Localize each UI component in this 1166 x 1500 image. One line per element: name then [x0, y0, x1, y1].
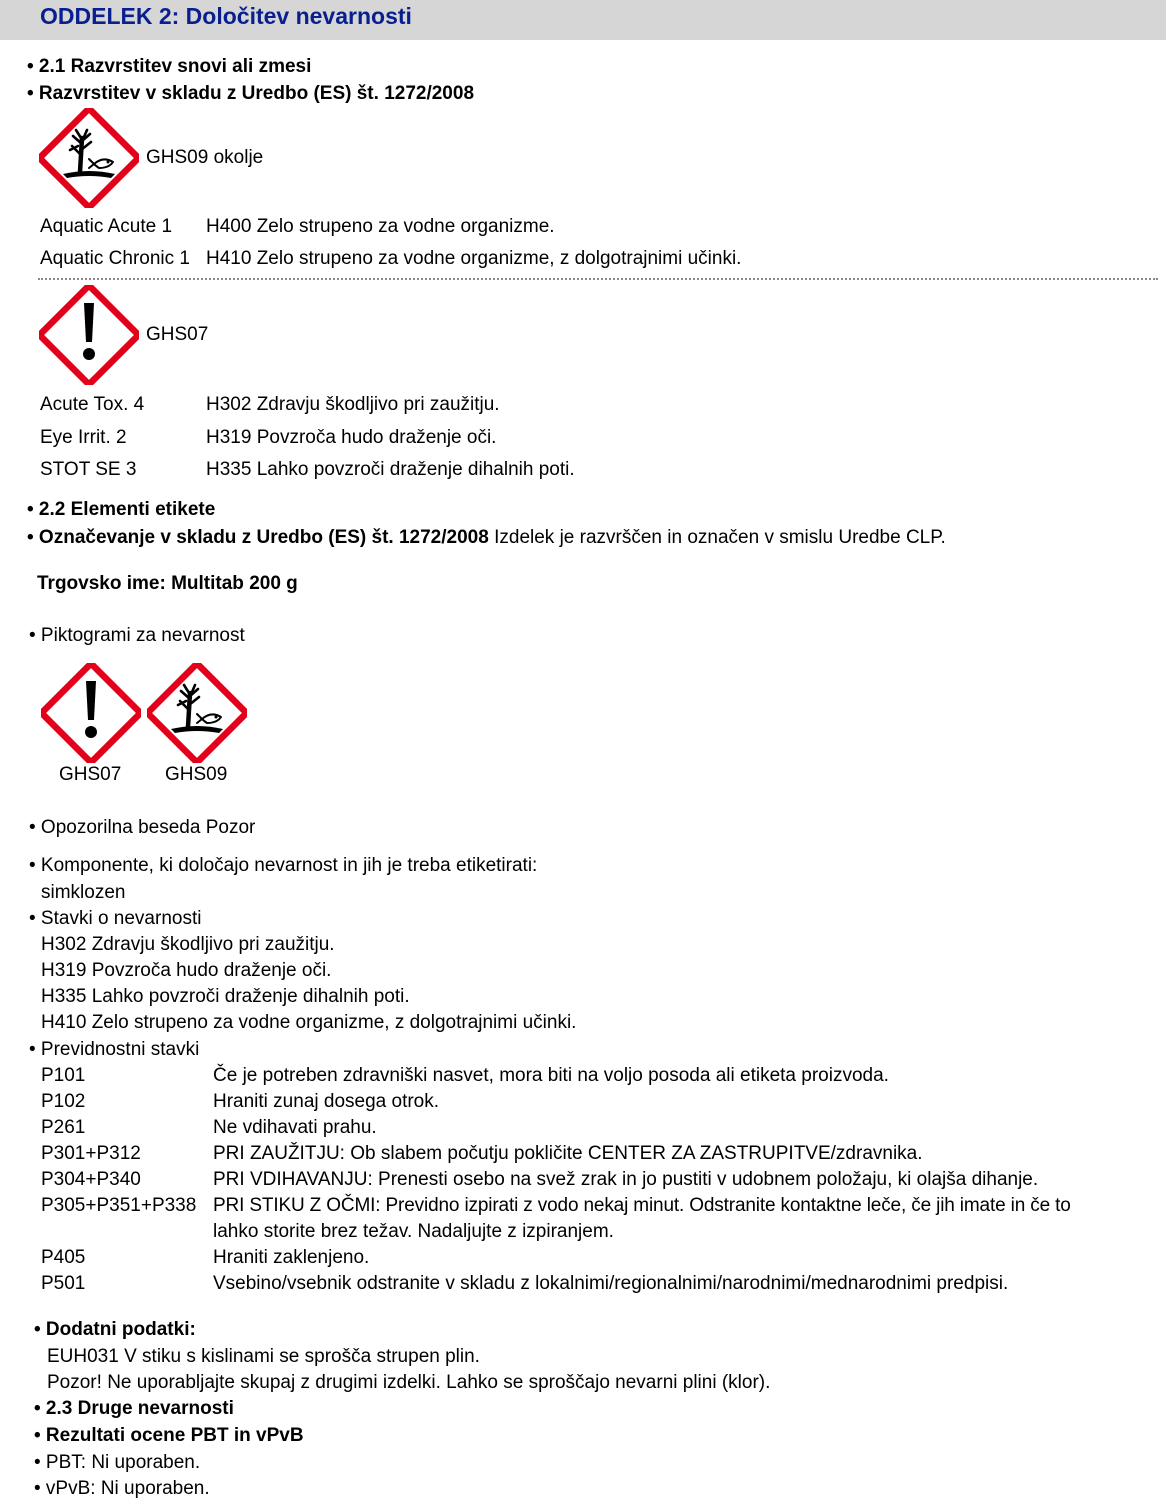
pictogram-label-ghs07: GHS07	[146, 324, 209, 345]
classification-statement: H319 Povzroča hudo draženje oči.	[206, 427, 497, 448]
classification-regulation-heading: • Razvrstitev v skladu z Uredbo (ES) št. 1272/2008	[27, 83, 475, 104]
hazard-statement: H335 Lahko povzroči draženje dihalnih poti.	[41, 986, 410, 1007]
heading-2-3: • 2.3 Druge nevarnosti	[34, 1398, 234, 1419]
precaution-code: P261	[41, 1117, 86, 1138]
hazard-statement: H410 Zelo strupeno za vodne organizme, z dolgotrajnimi učinki.	[41, 1012, 577, 1033]
precaution-code: P501	[41, 1273, 86, 1294]
additional-info-line: Pozor! Ne uporabljajte skupaj z drugimi izdelki. Lahko se sproščajo nevarni plini (klor).	[47, 1372, 771, 1393]
precaution-text: Če je potreben zdravniški nasvet, mora biti na voljo posoda ali etiketa proizvoda.	[213, 1065, 889, 1086]
labelling-regulation: • Označevanje v skladu z Uredbo (ES) št. 1272/2008	[27, 527, 489, 548]
pictogram-label-ghs09: GHS09 okolje	[146, 147, 264, 168]
pbt-vpvb-heading: • Rezultati ocene PBT in vPvB	[34, 1425, 304, 1446]
hazard-statement: H302 Zdravju škodljivo pri zaužitju.	[41, 934, 335, 955]
ghs07-exclamation-icon	[41, 663, 141, 763]
pictograms-heading: • Piktogrami za nevarnost	[29, 625, 245, 646]
hazard-statement: H319 Povzroča hudo draženje oči.	[41, 960, 332, 981]
ghs07-exclamation-icon	[39, 285, 139, 385]
heading-2-1: • 2.1 Razvrstitev snovi ali zmesi	[27, 56, 312, 77]
labelling-text: Izdelek je razvrščen in označen v smislu Uredbe CLP.	[494, 527, 946, 548]
hazard-statements-heading: • Stavki o nevarnosti	[29, 908, 202, 929]
precaution-text: Hraniti zunaj dosega otrok.	[213, 1091, 440, 1112]
section-title: ODDELEK 2: Določitev nevarnosti	[40, 3, 412, 29]
signal-word: • Opozorilna beseda Pozor	[29, 817, 256, 838]
ghs09-environment-icon	[39, 108, 139, 208]
trade-name: Trgovsko ime: Multitab 200 g	[37, 573, 298, 594]
precaution-code: P101	[41, 1065, 86, 1086]
classification-class: Eye Irrit. 2	[40, 427, 127, 448]
pictogram-caption: GHS09	[165, 764, 228, 785]
precaution-code: P301+P312	[41, 1143, 141, 1164]
classification-class: Acute Tox. 4	[40, 394, 145, 415]
classification-statement: H400 Zelo strupeno za vodne organizme.	[206, 216, 555, 237]
precaution-code: P102	[41, 1091, 86, 1112]
pictogram-caption: GHS07	[59, 764, 122, 785]
precaution-code: P305+P351+P338	[41, 1195, 197, 1216]
precaution-text: Ne vdihavati prahu.	[213, 1117, 377, 1138]
precaution-text: PRI ZAUŽITJU: Ob slabem počutju pokličite CENTER ZA ZASTRUPITVE/zdravnika.	[213, 1143, 923, 1164]
heading-2-2: • 2.2 Elementi etikete	[27, 499, 216, 520]
dotted-divider	[38, 278, 1158, 280]
classification-statement: H335 Lahko povzroči draženje dihalnih poti.	[206, 459, 575, 480]
additional-info-line: EUH031 V stiku s kislinami se sprošča strupen plin.	[47, 1346, 480, 1367]
precaution-code: P304+P340	[41, 1169, 141, 1190]
classification-class: Aquatic Chronic 1	[40, 248, 190, 269]
components-heading: • Komponente, ki določajo nevarnost in jih je treba etiketirati:	[29, 855, 538, 876]
classification-statement: H410 Zelo strupeno za vodne organizme, z dolgotrajnimi učinki.	[206, 248, 742, 269]
ghs09-environment-icon	[147, 663, 247, 763]
classification-class: Aquatic Acute 1	[40, 216, 173, 237]
precaution-text-continued: lahko storite brez težav. Nadaljujte z izpiranjem.	[213, 1221, 614, 1242]
pbt-result: • PBT: Ni uporaben.	[34, 1452, 201, 1473]
precaution-text: PRI VDIHAVANJU: Prenesti osebo na svež zrak in jo pustiti v udobnem položaju, ki olajša dihanje.	[213, 1169, 1039, 1190]
precautionary-statements-heading: • Previdnostni stavki	[29, 1039, 200, 1060]
classification-statement: H302 Zdravju škodljivo pri zaužitju.	[206, 394, 500, 415]
classification-class: STOT SE 3	[40, 459, 137, 480]
precaution-code: P405	[41, 1247, 86, 1268]
precaution-text: Hraniti zaklenjeno.	[213, 1247, 370, 1268]
vpvb-result: • vPvB: Ni uporaben.	[34, 1478, 210, 1499]
component-item: simklozen	[41, 882, 126, 903]
precaution-text: Vsebino/vsebnik odstranite v skladu z lokalnimi/regionalnimi/narodnimi/mednarodnimi predpisi.	[213, 1273, 1009, 1294]
additional-info-heading: • Dodatni podatki:	[34, 1319, 196, 1340]
labelling-line	[27, 528, 946, 547]
precaution-text: PRI STIKU Z OČMI: Previdno izpirati z vodo nekaj minut. Odstranite kontaktne leče, če jih imate in če to	[213, 1195, 1071, 1216]
